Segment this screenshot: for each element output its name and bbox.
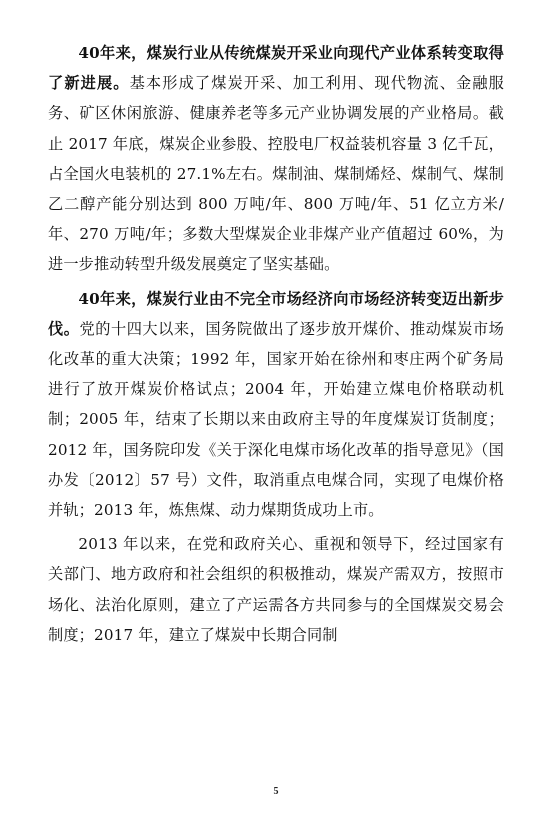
paragraph-lead: 40年来，煤炭行业从传统煤炭开采业向现代产业体系转变取得了新进展。 (48, 44, 504, 93)
paragraph-body: 2013 年以来，在党和政府关心、重视和领导下，经过国家有关部门、地方政府和社会组织的积极推动，煤炭产需双方，按照市场化、法治化原则，建立了产运需各方共同参与的全国煤炭交易会制度；2017 年，建立了煤炭中长期合同制 (48, 535, 504, 644)
paragraph-body: 基本形成了煤炭开采、加工利用、现代物流、金融服务、矿区休闲旅游、健康养老等多元产业协调发展的产业格局。截止 2017 年底，煤炭企业参股、控股电厂权益装机容量 3 亿千瓦，占全国火电装机的 27.1%左右。煤制油、煤制烯烃、煤制气、煤制乙二醇产能分别达到 800 万吨/年、800 万吨/年、51 亿立方米/年、270 万吨/年；多数大型煤炭企业非煤产业产值超过 60%，为进一步推动转型升级发展奠定了坚实基础。 (48, 74, 505, 274)
page-number: 5 (273, 786, 279, 797)
paragraph-body: 党的十四大以来，国务院做出了逐步放开煤价、推动煤炭市场化改革的重大决策；1992 年，国家开始在徐州和枣庄两个矿务局进行了放开煤炭价格试点；2004 年，开始建立煤电价格联动机制；2005 年，结束了长期以来由政府主导的年度煤炭订货制度；2012 年，国务院印发《关于深化电煤市场化改革的指导意见》（国办发〔2012〕57 号）文件，取消重点电煤合同，实现了电煤价格并轨；2013 年，炼焦煤、动力煤期货成功上市。 (48, 319, 504, 520)
paragraph-lead: 40年来，煤炭行业由不完全市场经济向市场经济转变迈出新步伐。 (48, 289, 504, 338)
document-page (48, 38, 504, 654)
paragraph-trading-system (48, 529, 504, 650)
paragraph-market-reform (48, 284, 504, 526)
paragraph-transformation (48, 38, 504, 280)
